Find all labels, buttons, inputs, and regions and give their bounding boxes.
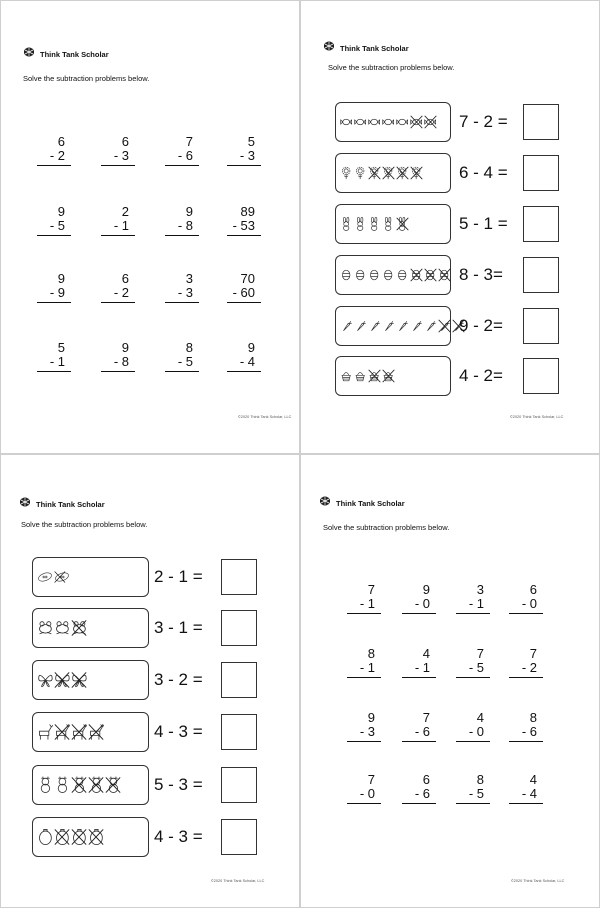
picture-problem-row [32,712,203,752]
answer-line[interactable] [402,677,436,678]
subtrahend: - 8 [113,354,129,369]
cube-logo-icon [23,45,35,63]
brand-header [19,495,105,513]
frog-icon [71,617,87,639]
minuend: 8 [367,646,375,661]
minuend: 9 [247,340,255,355]
answer-line[interactable] [402,803,436,804]
picture-box [335,102,451,142]
worksheet-page-1 [0,0,300,454]
subtrahend: - 3 [177,285,193,300]
picture-problem-row [335,204,508,244]
picture-box [335,255,451,295]
subtrahend: - 0 [521,596,537,611]
carrot-icon [424,315,437,337]
answer-box[interactable] [221,610,257,646]
candy-icon [396,111,409,133]
answer-line[interactable] [165,371,199,372]
carrot-icon [396,315,409,337]
subtraction-problem [456,583,490,614]
subtraction-problem [227,135,261,166]
minuend: 7 [422,710,430,725]
basket-icon [354,365,367,387]
equation: 3 - 2 = [154,670,203,689]
basket-icon [368,365,381,387]
copyright: ©2020 Think Tank Scholar, LLC [511,879,565,883]
picture-problem-row [335,153,508,193]
minuend: 2 [121,204,129,219]
subtraction-problem [347,647,381,678]
picture-box [32,557,149,597]
subtrahend: - 0 [414,596,430,611]
picture-problem-row [335,255,503,295]
minuend: 7 [185,134,193,149]
answer-line[interactable] [37,371,71,372]
subtrahend: - 3 [359,724,375,739]
subtrahend: - 0 [359,786,375,801]
candy-icon [340,111,353,133]
answer-line[interactable] [101,371,135,372]
picture-problem-row [32,817,203,857]
easter-egg-icon [438,264,451,286]
picture-problem-row [32,765,203,805]
minuend: 5 [247,134,255,149]
minuend: 7 [367,582,375,597]
carrot-icon [382,315,395,337]
minuend: 7 [529,646,537,661]
deer-icon [54,721,70,743]
subtrahend: - 9 [49,285,65,300]
minuend: 9 [185,204,193,219]
brand-name: Think Tank Scholar [340,43,409,53]
candy-icon [424,111,437,133]
answer-line[interactable] [227,235,261,236]
answer-line[interactable] [456,803,490,804]
candy-icon [368,111,381,133]
minuend: 5 [57,340,65,355]
equation: 5 - 1 = [459,214,508,233]
deer-icon [71,721,87,743]
frog-icon [37,617,53,639]
subtraction-problem [165,272,199,303]
picture-problem-row [335,102,508,142]
answer-line[interactable] [227,302,261,303]
answer-line[interactable] [101,165,135,166]
subtrahend: - 6 [414,786,430,801]
worksheet-page-2 [300,0,600,454]
minuend: 7 [476,646,484,661]
subtraction-problem [402,647,436,678]
answer-line[interactable] [37,302,71,303]
subtraction-problem [347,583,381,614]
flower-icon [368,162,381,184]
subtrahend: - 1 [113,218,129,233]
minuend: 6 [422,772,430,787]
minuend: 89 [240,204,255,219]
answer-line[interactable] [509,803,543,804]
answer-line[interactable] [347,803,381,804]
cube-logo-icon [319,494,331,512]
subtrahend: - 1 [414,660,430,675]
subtraction-problem [165,341,199,372]
answer-line[interactable] [456,741,490,742]
easter-egg-icon [424,264,437,286]
answer-line[interactable] [509,741,543,742]
answer-line[interactable] [165,235,199,236]
football-icon [37,566,53,588]
answer-box[interactable] [523,104,559,140]
answer-box[interactable] [523,155,559,191]
bunny-icon [340,213,353,235]
brand-header [319,494,405,512]
copyright: ©2020 Think Tank Scholar, LLC [211,879,265,883]
answer-box[interactable] [221,819,257,855]
answer-line[interactable] [347,677,381,678]
subtraction-problem [402,773,436,804]
picture-problem-row [335,356,503,396]
equation: 6 - 4 = [459,163,508,182]
butterfly-icon [37,669,53,691]
subtraction-problem [402,583,436,614]
subtrahend: - 3 [239,148,255,163]
subtrahend: - 4 [239,354,255,369]
easter-egg-icon [354,264,367,286]
snowman-icon [105,774,121,796]
picture-box [32,765,149,805]
candy-icon [410,111,423,133]
deer-icon [37,721,53,743]
subtrahend: - 6 [414,724,430,739]
answer-line[interactable] [227,371,261,372]
snowman-icon [71,774,87,796]
subtraction-problem [37,205,71,236]
answer-box[interactable] [221,767,257,803]
worksheet-page-3 [0,454,300,908]
subtraction-problem [165,205,199,236]
flower-icon [396,162,409,184]
answer-line[interactable] [165,165,199,166]
subtrahend: - 53 [232,218,255,233]
flower-icon [340,162,353,184]
subtrahend: - 1 [359,660,375,675]
subtrahend: - 6 [521,724,537,739]
subtraction-problem [227,341,261,372]
subtraction-problem [37,341,71,372]
easter-egg-icon [382,264,395,286]
picture-box [32,660,149,700]
subtraction-problem [509,773,543,804]
subtrahend: - 2 [113,285,129,300]
minuend: 4 [422,646,430,661]
picture-problem-row [32,608,203,648]
picture-box [335,356,451,396]
subtraction-problem [509,583,543,614]
subtrahend: - 60 [232,285,255,300]
answer-line[interactable] [101,235,135,236]
subtrahend: - 5 [49,218,65,233]
answer-line[interactable] [509,613,543,614]
answer-line[interactable] [347,613,381,614]
equation: 4 - 2= [459,366,503,385]
easter-egg-icon [368,264,381,286]
cube-logo-icon [19,495,31,513]
flower-icon [354,162,367,184]
answer-line[interactable] [456,613,490,614]
brand-header [323,39,409,57]
subtraction-problem [347,711,381,742]
subtraction-problem [456,647,490,678]
picture-problem-row [32,660,203,700]
picture-box [335,306,451,346]
copyright: ©2020 Think Tank Scholar, LLC [510,415,564,419]
bunny-icon [354,213,367,235]
minuend: 70 [240,271,255,286]
football-icon [54,566,70,588]
carrot-icon [354,315,367,337]
carrot-icon [340,315,353,337]
subtrahend: - 1 [49,354,65,369]
picture-box [335,204,451,244]
subtraction-problem [101,272,135,303]
snowman-icon [88,774,104,796]
answer-line[interactable] [101,302,135,303]
candy-icon [382,111,395,133]
picture-box [335,153,451,193]
deer-icon [88,721,104,743]
picture-box [32,712,149,752]
copyright: ©2020 Think Tank Scholar, LLC [238,415,292,419]
subtraction-problem [456,711,490,742]
carrot-icon [368,315,381,337]
subtraction-problem [37,135,71,166]
basket-icon [382,365,395,387]
butterfly-icon [54,669,70,691]
subtrahend: - 4 [521,786,537,801]
equation: 8 - 3= [459,265,503,284]
frog-icon [54,617,70,639]
bunny-icon [382,213,395,235]
minuend: 7 [367,772,375,787]
picture-box [32,817,149,857]
subtrahend: - 0 [468,724,484,739]
answer-line[interactable] [37,165,71,166]
instructions: Solve the subtraction problems below. [328,63,455,72]
answer-line[interactable] [456,677,490,678]
equation: 2 - 1 = [154,567,203,586]
minuend: 6 [121,271,129,286]
equation: 4 - 3 = [154,827,203,846]
ornament-icon [37,826,53,848]
easter-egg-icon [340,264,353,286]
subtrahend: - 5 [177,354,193,369]
basket-icon [340,365,353,387]
answer-box[interactable] [523,308,559,344]
minuend: 9 [422,582,430,597]
equation: 4 - 3 = [154,722,203,741]
subtrahend: - 2 [49,148,65,163]
answer-line[interactable] [347,741,381,742]
minuend: 4 [529,772,537,787]
answer-box[interactable] [221,714,257,750]
easter-egg-icon [396,264,409,286]
carrot-icon [410,315,423,337]
subtrahend: - 5 [468,660,484,675]
minuend: 6 [529,582,537,597]
minuend: 3 [185,271,193,286]
answer-box[interactable] [523,257,559,293]
subtraction-problem [509,711,543,742]
equation: 9 - 2= [459,316,503,335]
brand-name: Think Tank Scholar [336,498,405,508]
subtraction-problem [101,135,135,166]
easter-egg-icon [410,264,423,286]
answer-box[interactable] [523,358,559,394]
answer-box[interactable] [523,206,559,242]
minuend: 8 [529,710,537,725]
instructions: Solve the subtraction problems below. [323,523,450,532]
snowman-icon [54,774,70,796]
minuend: 6 [57,134,65,149]
subtraction-problem [101,205,135,236]
carrot-icon [438,315,451,337]
subtraction-problem [37,272,71,303]
answer-line[interactable] [165,302,199,303]
minuend: 8 [476,772,484,787]
subtraction-problem [227,272,261,303]
answer-line[interactable] [37,235,71,236]
bunny-icon [396,213,409,235]
subtrahend: - 2 [521,660,537,675]
subtrahend: - 1 [359,596,375,611]
answer-box[interactable] [221,559,257,595]
answer-line[interactable] [402,613,436,614]
picture-problem-row [32,557,203,597]
subtrahend: - 3 [113,148,129,163]
subtraction-problem [402,711,436,742]
minuend: 4 [476,710,484,725]
instructions: Solve the subtraction problems below. [23,74,150,83]
minuend: 8 [185,340,193,355]
minuend: 9 [57,204,65,219]
equation: 3 - 1 = [154,618,203,637]
picture-box [32,608,149,648]
subtraction-problem [227,205,261,236]
subtrahend: - 1 [468,596,484,611]
minuend: 3 [476,582,484,597]
minuend: 9 [57,271,65,286]
ornament-icon [71,826,87,848]
brand-header [23,45,109,63]
equation: 7 - 2 = [459,112,508,131]
flower-icon [410,162,423,184]
flower-icon [382,162,395,184]
subtrahend: - 5 [468,786,484,801]
subtraction-problem [509,647,543,678]
picture-problem-row [335,306,503,346]
subtraction-problem [456,773,490,804]
subtrahend: - 6 [177,148,193,163]
answer-line[interactable] [402,741,436,742]
equation: 5 - 3 = [154,775,203,794]
subtrahend: - 8 [177,218,193,233]
snowman-icon [37,774,53,796]
ornament-icon [88,826,104,848]
instructions: Solve the subtraction problems below. [21,520,148,529]
subtraction-problem [347,773,381,804]
worksheet-page-4 [300,454,600,908]
brand-name: Think Tank Scholar [40,49,109,59]
butterfly-icon [71,669,87,691]
subtraction-problem [165,135,199,166]
minuend: 6 [121,134,129,149]
answer-line[interactable] [227,165,261,166]
candy-icon [354,111,367,133]
minuend: 9 [367,710,375,725]
subtraction-problem [101,341,135,372]
ornament-icon [54,826,70,848]
answer-box[interactable] [221,662,257,698]
brand-name: Think Tank Scholar [36,499,105,509]
cube-logo-icon [323,39,335,57]
bunny-icon [368,213,381,235]
answer-line[interactable] [509,677,543,678]
minuend: 9 [121,340,129,355]
